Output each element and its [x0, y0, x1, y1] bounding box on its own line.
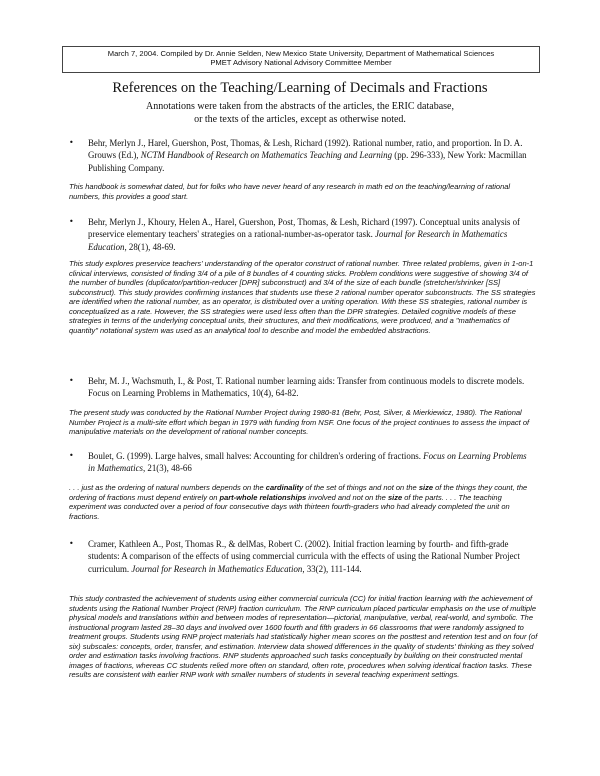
reference-2-tail: , 28(1), 48-69.	[124, 241, 176, 252]
reference-1-source: NCTM Handbook of Research on Mathematics Teaching and Learning	[140, 150, 393, 161]
reference-3	[69, 375, 534, 400]
bullet-icon: •	[69, 451, 74, 460]
reference-5-source: Journal for Research in Mathematics Education	[131, 563, 303, 574]
reference-2-text: Behr, Merlyn J., Khoury, Helen A., Harel, Guershon, Post, Thomas, & Lesh, Richard (1997). Conceptual units analysis of preservice elementary teachers' strategies on a rational-number-as-operator task.	[88, 217, 520, 240]
bullet-icon: •	[69, 539, 74, 548]
reference-4-tail: , 21(3), 48-66	[142, 463, 192, 474]
abstract-1: This handbook is somewhat dated, but for folks who have never heard of any research in math ed on the teaching/learning of rational numbers, this provides a good start.	[69, 182, 511, 201]
reference-5-tail: , 33(2), 111-144.	[302, 563, 362, 574]
bullet-icon: •	[69, 217, 74, 226]
bullet-icon: •	[69, 138, 74, 147]
abstract-4: . . . just as the ordering of natural numbers depends on the cardinality of the set of things and not on the size of the things they count, the ordering of fractions must depend entirely on part-whole relationships involved and not on the size of the parts. . . . The teaching experiment was conducted over a period of four consecutive days with thirteen fourth-graders who had already completed the unit on fractions.	[69, 483, 528, 521]
reference-4-source: Focus on Learning Problems in Mathematics	[88, 451, 527, 474]
reference-5	[69, 538, 534, 575]
subtitle-line-1: Annotations were taken from the abstracts of the articles, the ERIC database,	[146, 101, 454, 112]
reference-3-text: Behr, M. J., Wachsmuth, I., & Post, T. Rational number learning aids: Transfer from continuous models to discrete models. Focus on Learning Problems in Mathematics, 10(4), 64-82.	[88, 376, 525, 399]
abstract-3: The present study was conducted by the Rational Number Project during 1980-81 (Behr, Post, Silver, & Mierkiewicz, 1980). The Rational Number Project is a multi-site effort which began in 1979 with funding from NSF. One focus of the project continues to assess the impact of manipulative materials on the development of rational number concepts.	[69, 408, 530, 436]
abstract-2: This study explores preservice teachers' understanding of the operator construct of rational number. Three related problems, given in 1-on-1 clinical interviews, consisted of finding 3/4 of a pile of 8 bundles of 4 counting sticks. Problem conditions were suggestive of showing 3/4 of the number of bundles (duplicator/partition-reducer [DPR] subconstruct) and 3/4 of the size of each bundle (stretcher/shrinker [SS] subconstruct). This study provides confirming instances that students use these 2 rational number operator subconstructs. The SS strategies are identified when the rational number, as an operator, is distributed over a uniting operation. With these SS strategies, rational number is conceptualized as a rate. However, the SS strategies were used less often than the DPR strategies. Detailed cognitive models of these strategies in terms of the underlying conceptual units, their structures, and their modifications, were produced, and a "mathematics of quantity" notational system was used as an analytical tool to describe and model the embedded abstractions.	[69, 259, 536, 335]
reference-2-source: Journal for Research in Mathematics Education	[88, 229, 508, 252]
reference-4	[69, 450, 534, 475]
abstract-5: This study contrasted the achievement of students using either commercial curricula (CC) for initial fraction learning with the achievement of students using the Rational Number Project (RNP) fraction curriculum. The RNP curriculum placed particular emphasis on the use of multiple physical models and translations within and between modes of representation—pictorial, manipulative, verbal, real-world, and symbolic. The instructional program lasted 28–30 days and involved over 1600 fourth and fifth graders in 66 classrooms that were randomly assigned to treatment groups. Students using RNP project materials had statistically higher mean scores on the posttest and retention test and on four (of six) subscales: concepts, order, transfer, and estimation. Interview data showed differences in the quality of students' thinking as they solved order and estimation tasks involving fractions. RNP students approached such tasks conceptually by building on their constructed mental images of fractions, whereas CC students relied more often on standard, often rote, procedures when solving identical fraction tasks. These results are consistent with earlier RNP work with smaller numbers of students in several teaching experiment settings.	[69, 594, 538, 679]
reference-1-text: Behr, Merlyn J., Harel, Guershon, Post, Thomas, & Lesh, Richard (1992). Rational number, ratio, and proportion. In D. A. Grouws (Ed.),	[88, 138, 523, 161]
reference-1	[69, 137, 534, 174]
header-line-2: PMET Advisory National Advisory Committee Member	[210, 58, 392, 67]
reference-2	[69, 216, 534, 253]
subtitle-line-2: or the texts of the articles, except as otherwise noted.	[194, 114, 406, 125]
bullet-icon: •	[69, 376, 74, 385]
reference-1-tail: (pp. 296-333), New York: Macmillan Publishing Company.	[88, 150, 527, 173]
header-box	[62, 46, 540, 73]
reference-4-text: Boulet, G. (1999). Large halves, small halves: Accounting for children's ordering of fractions.	[88, 451, 424, 461]
header-line-1: March 7, 2004. Compiled by Dr. Annie Selden, New Mexico State University, Department of Mathematical Sciences	[107, 49, 495, 58]
document-title: References on the Teaching/Learning of Decimals and Fractions	[112, 80, 488, 96]
reference-5-text: Cramer, Kathleen A., Post, Thomas R., & delMas, Robert C. (2002). Initial fraction learning by fourth- and fifth-grade students: A comparison of the effects of using commercial curricula with the effects of using the Rational Number Project curriculum.	[88, 539, 520, 574]
